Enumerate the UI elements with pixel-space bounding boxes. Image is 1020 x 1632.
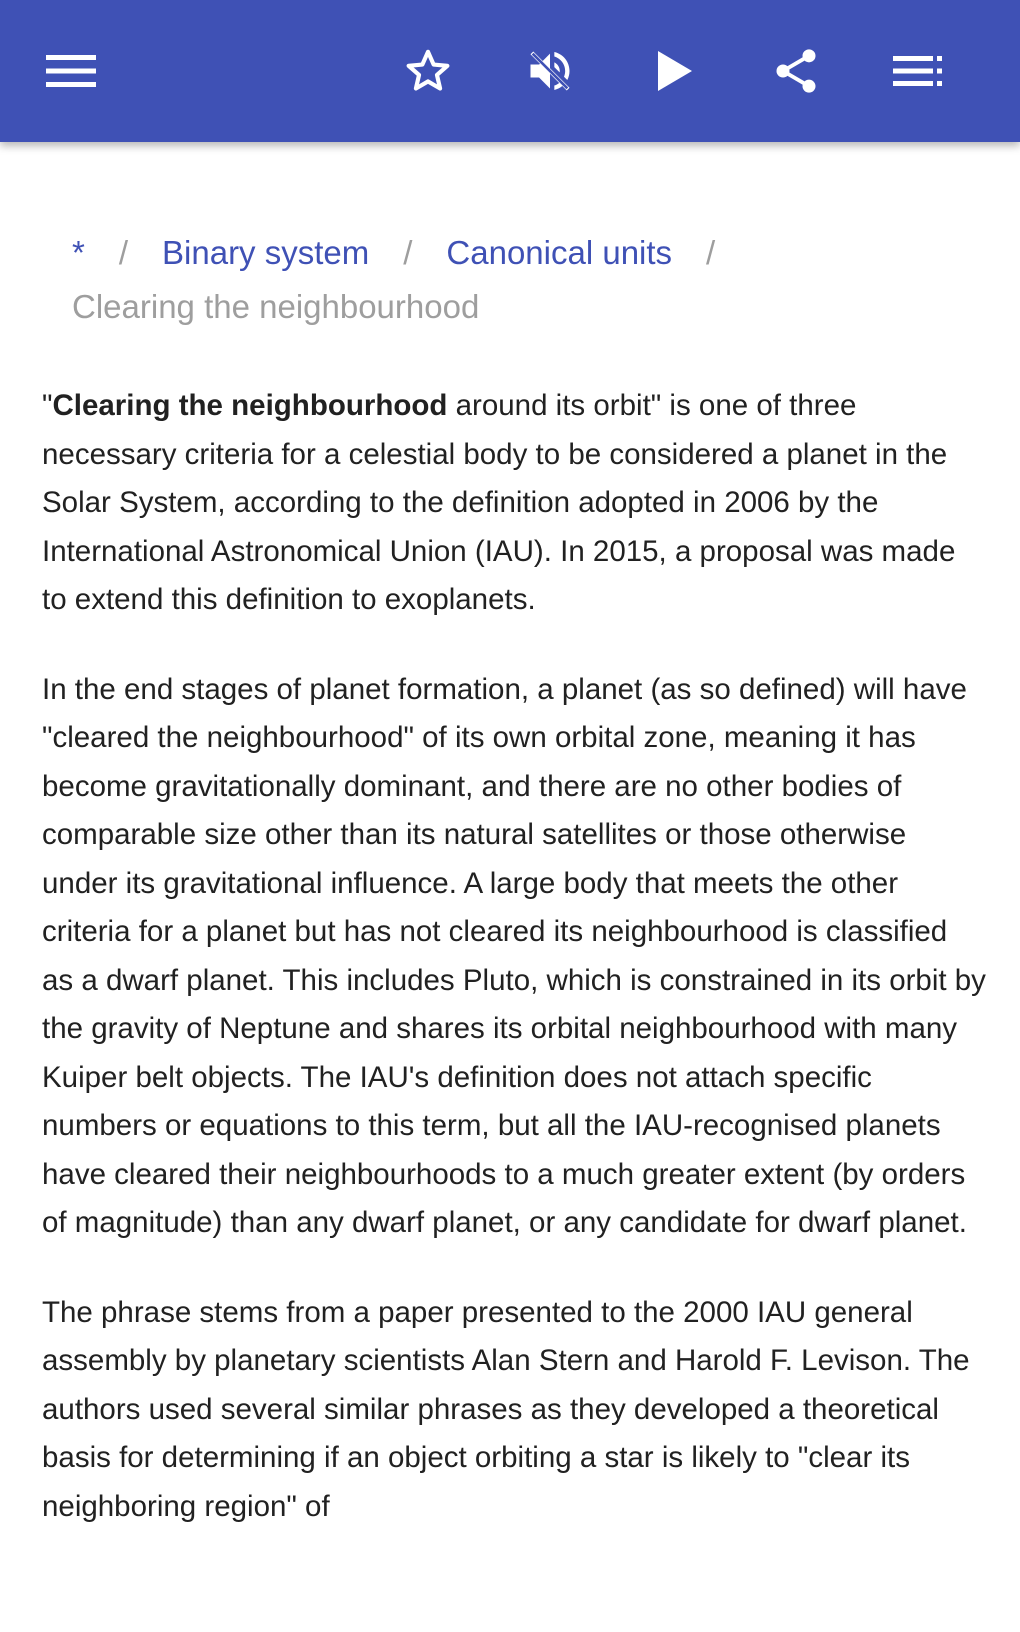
article-content [0, 142, 1020, 1632]
breadcrumb-current-page: Clearing the neighbourhood [72, 288, 480, 325]
share-button[interactable] [756, 31, 836, 111]
bookmark-button[interactable] [388, 31, 468, 111]
breadcrumb-home-link[interactable]: * [72, 234, 85, 271]
share-icon [770, 45, 822, 97]
article-paragraph-3: The phrase stems from a paper presented to the 2000 IAU general assembly by planetary scientists Alan Stern and Harold F. Levison. The authors used several similar phrases as they developed a theoretical basis for determining if an object orbiting a star is likely to "clear its neighboring region" of [42, 1295, 970, 1523]
breadcrumb [72, 226, 952, 334]
article-paragraph-2: In the end stages of planet formation, a planet (as so defined) will have "cleared the neighbourhood" of its own orbital zone, meaning it has become gravitationally dominant, and there are no other bodies of comparable size other than its natural satellites or those otherwise under its gravitational influence. A large body that meets the other criteria for a planet but has not cleared its neighbourhood is classified as a dwarf planet. This includes Pluto, which is constrained in its orbit by the gravity of Neptune and shares its orbital neighbourhood with many Kuiper belt objects. The IAU's definition does not attach specific numbers or equations to this term, but all the IAU-recognised planets have cleared their neighbourhoods to a much greater extent (by orders of magnitude) than any dwarf planet, or any candidate for dwarf planet. [42, 672, 986, 1239]
article-paragraph-1-text: around its orbit" is one of three necessary criteria for a celestial body to be considered a planet in the Solar System, according to the definition adopted in 2006 by the International Astronomical Union (IAU). In 2015, a proposal was made to extend this definition to exoplanets. [42, 389, 956, 616]
play-icon [654, 49, 694, 93]
breadcrumb-link-canonical-units[interactable]: Canonical units [446, 234, 673, 271]
play-button[interactable] [634, 31, 714, 111]
breadcrumb-link-binary-system[interactable]: Binary system [162, 234, 370, 271]
mute-button[interactable] [510, 31, 590, 111]
article-body [42, 382, 986, 1572]
breadcrumb-separator: / [403, 234, 413, 271]
hamburger-menu-icon [46, 53, 96, 89]
star-outline-icon [402, 46, 454, 96]
article-paragraph-1 [42, 382, 986, 625]
app-toolbar [0, 0, 1020, 142]
menu-button[interactable] [31, 31, 111, 111]
list-icon [893, 54, 943, 88]
volume-off-icon [524, 45, 576, 97]
breadcrumb-separator: / [118, 234, 129, 271]
contents-button[interactable] [878, 31, 958, 111]
breadcrumb-separator: / [706, 234, 716, 271]
article-term: Clearing the neighbourhood [52, 389, 448, 422]
opening-quote: " [42, 389, 53, 422]
